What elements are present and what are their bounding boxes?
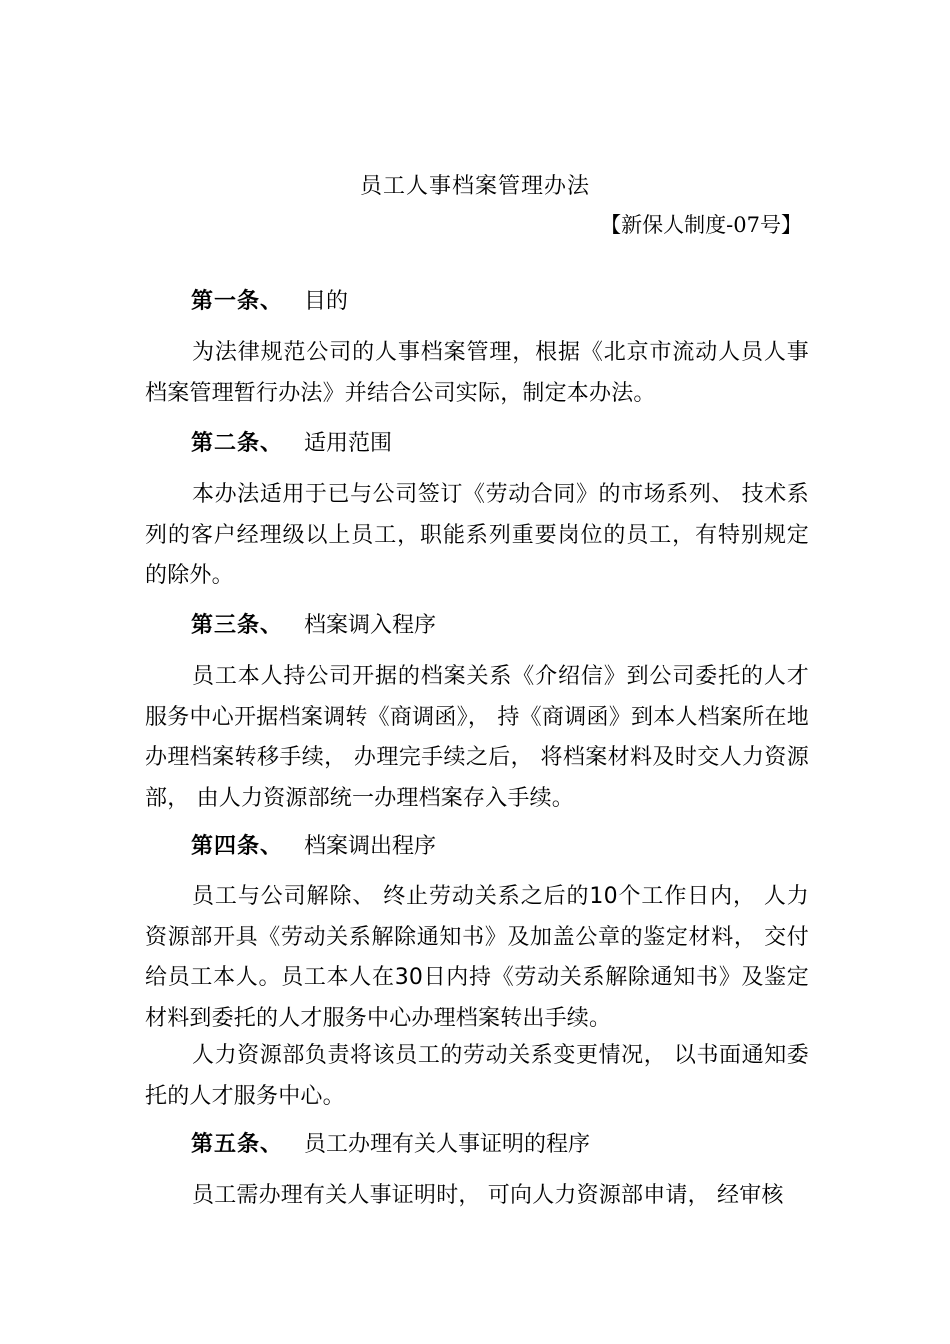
- article-paragraph: 员工与公司解除、 终止劳动关系之后的10个工作日内， 人力资源部开具《劳动关系解除通知书》及加盖公章的鉴定材料， 交付给员工本人。员工本人在30日内持《劳动关系解除通知书》及鉴定材料到委托的人才服务中心办理档案转出手续。: [145, 884, 809, 1031]
- article-paragraph: 人力资源部负责将该员工的劳动关系变更情况， 以书面通知委托的人才服务中心。: [145, 1043, 809, 1109]
- article-name: 档案调出程序: [304, 834, 437, 859]
- article-heading: [191, 610, 436, 641]
- document-title: 员工人事档案管理办法: [359, 174, 590, 199]
- article-heading: [191, 286, 348, 317]
- article-heading: [191, 428, 392, 459]
- article-name: 档案调入程序: [304, 613, 437, 638]
- document-number: 【新保人制度-07号】: [600, 213, 802, 237]
- article-number: 第四条、: [191, 833, 284, 859]
- article-heading: [191, 831, 436, 862]
- article-number: 第一条、: [191, 288, 284, 314]
- article-number: 第二条、: [191, 430, 284, 456]
- article-name: 目的: [304, 289, 349, 314]
- article-paragraph: 员工本人持公司开据的档案关系《介绍信》到公司委托的人才服务中心开据档案调转《商调函》， 持《商调函》到本人档案所在地办理档案转移手续， 办理完手续之后， 将档案材料及时交人力资源部， 由人力资源部统一办理档案存入手续。: [145, 664, 809, 811]
- article-paragraph: 为法律规范公司的人事档案管理，根据《北京市流动人员人事档案管理暂行办法》并结合公司实际，制定本办法。: [145, 340, 809, 406]
- article-heading: [191, 1129, 590, 1160]
- article-name: 员工办理有关人事证明的程序: [304, 1132, 591, 1157]
- article-paragraph: 本办法适用于已与公司签订《劳动合同》的市场系列、 技术系列的客户经理级以上员工，职能系列重要岗位的员工，有特别规定的除外。: [145, 482, 809, 588]
- article-name: 适用范围: [304, 431, 393, 456]
- article-paragraph: 员工需办理有关人事证明时， 可向人力资源部申请， 经审核: [192, 1183, 784, 1208]
- article-number: 第五条、: [191, 1131, 284, 1157]
- article-number: 第三条、: [191, 612, 284, 638]
